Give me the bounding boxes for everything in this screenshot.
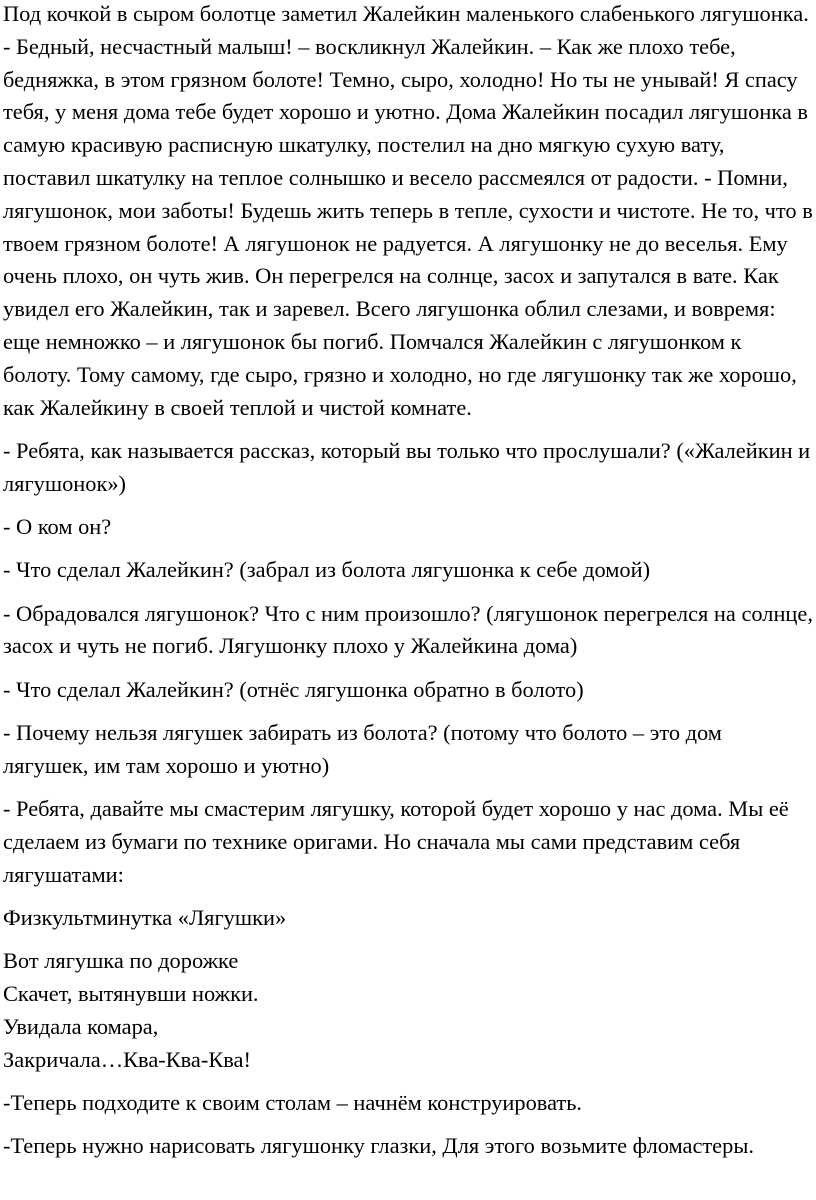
verse-line: Вот лягушка по дорожке: [3, 948, 239, 974]
origami-intro: - Ребята, давайте мы смастерим лягушку, которой будет хорошо у нас дома. Мы её сделаем из бумаги по технике оригами. Но сначала мы сами представим себя лягушатами:: [3, 796, 789, 887]
story-paragraph: Под кочкой в сыром болотце заметил Жалейкин маленького слабенького лягушонка. - Бедный, несчастный малыш! – воскликнул Жалейкин. – Как же плохо тебе, бедняжка, в этом грязном болоте! Темно, сыро, холодно! Но ты не унывай! Я спасу тебя, у меня дома тебе будет хорошо и уютно. Дома Жалейкин посадил лягушонка в самую красивую расписную шкатулку, постелил на дно мягкую сухую вату, поставил шкатулку на теплое солнышко и весело рассмеялся от радости. - Помни, лягушонок, мои заботы! Будешь жить теперь в тепле, сухости и чистоте. Не то, что в твоем грязном болоте! А лягушонок не радуется. А лягушонку не до веселья. Ему очень плохо, он чуть жив. Он перегрелся на солнце, засох и запутался в вате. Как увидел его Жалейкин, так и заревел. Всего лягушонка облил слезами, и вовремя: еще немножко – и лягушонок бы погиб. Помчался Жалейкин с лягушонком к болоту. Тому самому, где сыро, грязно и холодно, но где лягушонку так же хорошо, как Жалейкину в своей теплой и чистой комнате.: [3, 1, 813, 420]
verse-line: Скачет, вытянувши ножки.: [3, 981, 259, 1007]
exercise-title: Физкультминутка «Лягушки»: [3, 904, 287, 930]
question-title: - Ребята, как называется рассказ, который вы только что прослушали? («Жалейкин и лягушонок»): [3, 437, 811, 496]
verse-line: Увидала комара,: [3, 1013, 159, 1039]
document-page: [3, 0, 813, 1174]
verse-line: Закричала…Ква-Ква-Ква!: [3, 1046, 251, 1072]
question-why: - Почему нельзя лягушек забирать из болота? (потому что болото – это дом лягушек, им там хорошо и уютно): [3, 719, 722, 778]
question-what-did: - Что сделал Жалейкин? (забрал из болота лягушонка к себе домой): [3, 557, 651, 583]
question-was-happy: - Обрадовался лягушонок? Что с ним произошло? (лягушонок перегрелся на солнце, засох и чуть не погиб. Лягушонку плохо у Жалейкина дома): [3, 600, 813, 659]
instruction-construct: -Теперь подходите к своим столам – начнём конструировать.: [3, 1089, 583, 1115]
question-what-did-2: - Что сделал Жалейкин? (отнёс лягушонка обратно в болото): [3, 676, 584, 702]
exercise-verse: [3, 945, 813, 1076]
question-about: - О ком он?: [3, 513, 112, 539]
instruction-draw-eyes: -Теперь нужно нарисовать лягушонку глазки, Для этого возьмите фломастеры.: [3, 1133, 754, 1159]
